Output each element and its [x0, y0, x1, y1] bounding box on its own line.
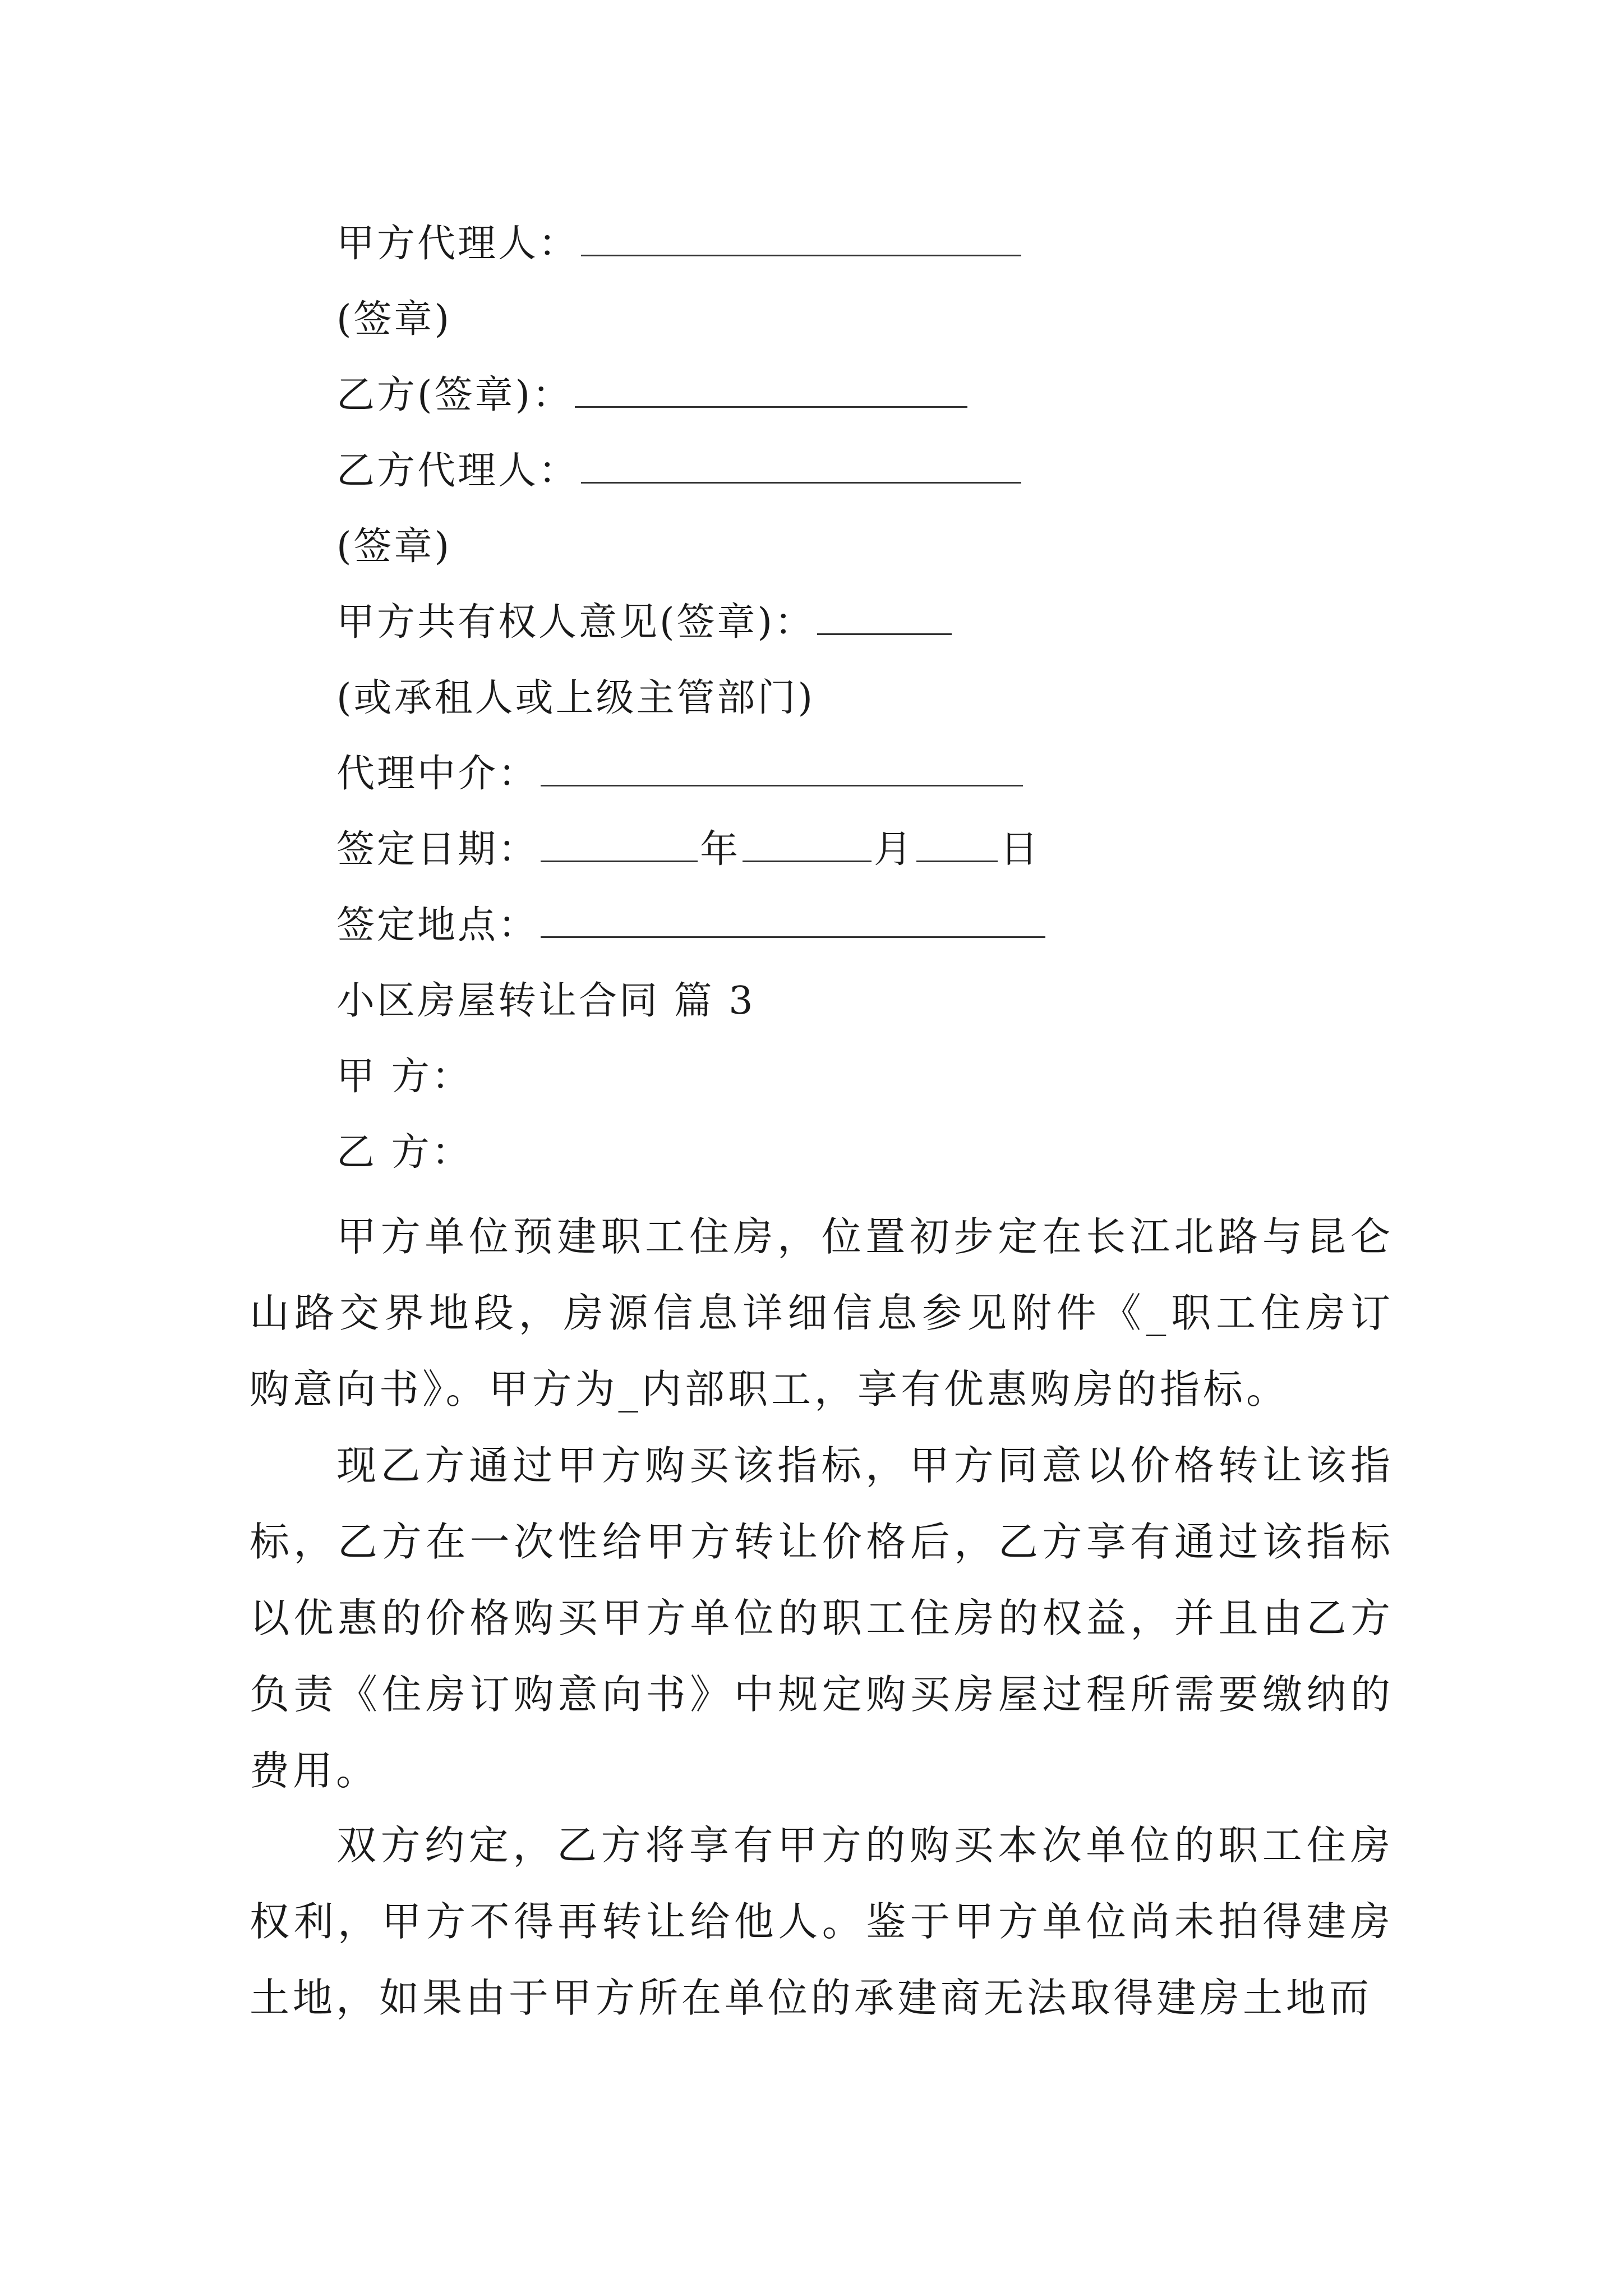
- party-a-line: 甲 方：: [336, 1055, 472, 1099]
- intermediary-label: 代理中介：: [336, 752, 539, 796]
- year-label: 年: [700, 827, 741, 872]
- paragraph-2: 现乙方通过甲方购买该指标，甲方同意以价格转让该指标，乙方在一次性给甲方转让价格后，乙方享有通过该指标以优惠的价格购买甲方单位的职工住房的权益，并且由乙方负责《住房订购意向书》中规定购买房屋过程所需要缴纳的费用。: [250, 1442, 1394, 1794]
- co-owner-note: (或承租人或上级主管部门): [336, 676, 815, 720]
- year-blank: [541, 827, 698, 862]
- day-label: 日: [1000, 827, 1041, 872]
- stamp-note-2: (签章): [336, 524, 452, 569]
- stamp-note-1: (签章): [336, 297, 452, 342]
- sign-date-line: [336, 819, 1040, 881]
- party-b-stamp-label: 乙方(签章)：: [336, 373, 573, 417]
- sign-place-blank: [541, 903, 1045, 938]
- party-b-line: 乙 方：: [336, 1130, 472, 1175]
- party-b-agent-line: [336, 440, 1023, 502]
- month-label: 月: [874, 827, 915, 872]
- paragraph-1: 甲方单位预建职工住房，位置初步定在长江北路与昆仑山路交界地段，房源信息详细信息参见附件《_职工住房订购意向书》。甲方为_内部职工，享有优惠购房的指标。: [250, 1213, 1394, 1412]
- party-b-stamp-line: [336, 365, 970, 426]
- paragraph-3: 双方约定，乙方将享有甲方的购买本次单位的职工住房权利，甲方不得再转让给他人。鉴于甲方单位尚未拍得建房土地，如果由于甲方所在单位的承建商无法取得建房土地而: [250, 1822, 1394, 2021]
- day-blank: [916, 827, 998, 862]
- party-b-agent-blank: [581, 448, 1021, 484]
- party-a-agent-label: 甲方代理人：: [336, 222, 579, 266]
- section-title: 小区房屋转让合同 篇 3: [336, 979, 755, 1023]
- sign-place-label: 签定地点：: [336, 903, 539, 947]
- party-a-agent-line: [336, 213, 1023, 275]
- sign-date-label: 签定日期：: [336, 827, 539, 872]
- intermediary-line: [336, 743, 1025, 805]
- co-owner-line: [336, 592, 954, 654]
- month-blank: [743, 827, 872, 862]
- party-b-agent-label: 乙方代理人：: [336, 449, 579, 493]
- co-owner-label: 甲方共有权人意见(签章)：: [336, 600, 815, 645]
- intermediary-blank: [541, 751, 1023, 786]
- party-a-agent-blank: [581, 221, 1021, 256]
- sign-place-line: [336, 895, 1048, 956]
- co-owner-blank: [817, 600, 952, 635]
- party-b-stamp-blank: [575, 372, 967, 408]
